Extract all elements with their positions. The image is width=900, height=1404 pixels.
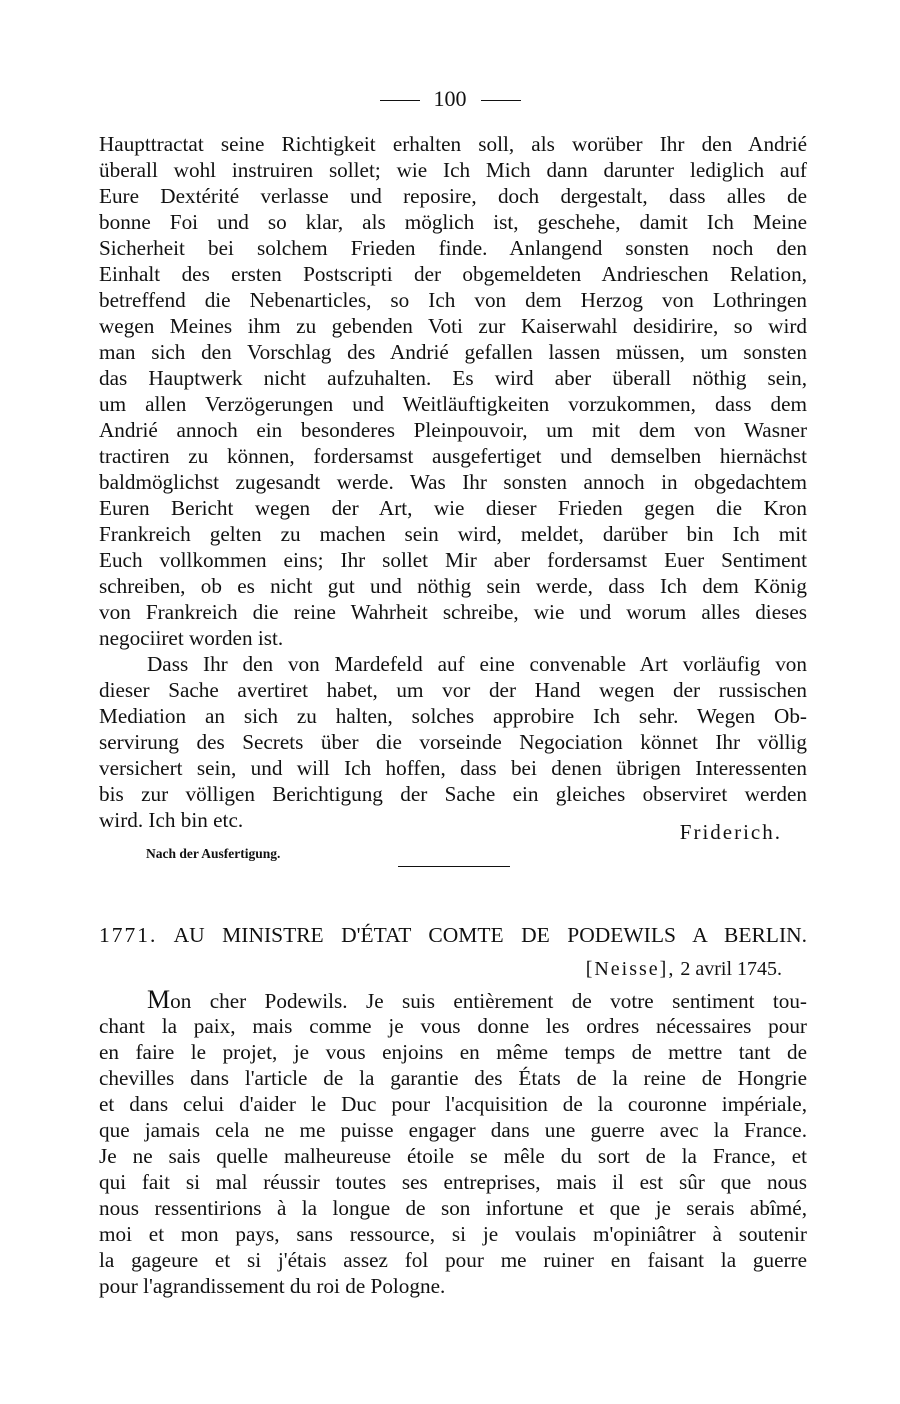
text-line: wegen Meines ihm zu gebenden Voti zur Kaiserwahl desidirire, so wird xyxy=(99,314,807,338)
text-line: schreiben, ob es nicht gut und nöthig sein werde, dass Ich dem König xyxy=(99,574,807,598)
letter-2-body xyxy=(99,987,807,1299)
text-line: bis zur völligen Berichtigung der Sache ein gleiches observiret werden xyxy=(99,782,807,806)
text-line: um allen Verzögerungen und Weitläuftigkeiten vorzukommen, dass dem xyxy=(99,392,807,416)
text-line: en faire le projet, je vous enjoins en même temps de mettre tant de xyxy=(99,1040,807,1064)
text-line: Frankreich gelten zu machen sein wird, meldet, darüber bin Ich mit xyxy=(99,522,807,546)
text-line: qui fait si mal réussir toutes ses entreprises, mais il est sûr que nous xyxy=(99,1170,807,1194)
date-place: [Neisse], xyxy=(585,958,676,980)
letter-1-body xyxy=(99,131,807,833)
section-divider xyxy=(398,866,510,867)
page-number: 100 xyxy=(433,86,467,111)
header-rule-right xyxy=(481,100,521,101)
text-line: chevilles dans l'article de la garantie des États de la reine de Hongrie xyxy=(99,1066,807,1090)
text-line: nous ressentirions à la longue de son infortune et que je serais abîmé, xyxy=(99,1196,807,1220)
header-rule-left xyxy=(380,100,420,101)
paragraph-1 xyxy=(99,131,807,651)
initial-capital: M xyxy=(147,985,171,1014)
text-line: Dass Ihr den von Mardefeld auf eine convenable Art vorläufig von xyxy=(147,652,807,676)
page-header xyxy=(0,86,900,112)
text-line: Euren Bericht wegen der Art, wie dieser Frieden gegen die Kron xyxy=(99,496,807,520)
first-line-text: on cher Podewils. Je suis entièrement de votre sentiment tou- xyxy=(170,989,807,1013)
text-line: baldmöglichst zugesandt werde. Was Ihr sonsten annoch in obgedachtem xyxy=(99,470,807,494)
letter-2-heading xyxy=(99,923,807,948)
text-line: Andrié annoch ein besonderes Pleinpouvoir, um mit dem von Wasner xyxy=(99,418,807,442)
text-line: Mediation an sich zu halten, solches approbire Ich sehr. Wegen Ob- xyxy=(99,704,807,728)
letter-number: 1771. xyxy=(99,923,158,947)
text-line: von Frankreich die reine Wahrheit schreibe, wie und worum alles dieses xyxy=(99,600,807,624)
text-line: Sicherheit bei solchem Frieden finde. Anlangend sonsten noch den xyxy=(99,236,807,260)
text-line: la gageure et si j'étais assez fol pour me ruiner en faisant la guerre xyxy=(99,1248,807,1272)
text-line: Euch vollkommen eins; Ihr sollet Mir aber fordersamst Euer Sentiment xyxy=(99,548,807,572)
text-line: das Hauptwerk nicht aufzuhalten. Es wird aber überall nöthig sein, xyxy=(99,366,807,390)
signature: Friderich. xyxy=(679,820,782,844)
text-line: dieser Sache avertiret habet, um vor der Hand wegen der russischen xyxy=(99,678,807,702)
text-line: Je ne sais quelle malheureuse étoile se mêle du sort de la France, et xyxy=(99,1144,807,1168)
text-line: wird. Ich bin etc. xyxy=(99,808,244,832)
text-line: que jamais cela ne me puisse engager dans une guerre avec la France. xyxy=(99,1118,807,1142)
text-line: chant la paix, mais comme je vous donne les ordres nécessaires pour xyxy=(99,1014,807,1038)
text-line: moi et mon pays, sans ressource, si je voulais m'opiniâtrer à soutenir xyxy=(99,1222,807,1246)
text-line: Einhalt des ersten Postscripti der obgemeldeten Andrieschen Relation, xyxy=(99,262,807,286)
text-line: bonne Foi und so klar, als möglich ist, geschehe, damit Ich Meine xyxy=(99,210,807,234)
text-line: Haupttractat seine Richtigkeit erhalten soll, als worüber Ihr den Andrié xyxy=(99,132,807,156)
text-line: Eure Dextérité verlasse und reposire, doch dergestalt, dass alles de xyxy=(99,184,807,208)
text-line: servirung des Secrets über die vorseinde Negociation könnet Ihr völlig xyxy=(99,730,807,754)
source-note: Nach der Ausfertigung. xyxy=(146,846,281,861)
paragraph-3 xyxy=(99,1013,807,1299)
text-line: überall wohl instruiren sollet; wie Ich Mich dann darunter lediglich auf xyxy=(99,158,807,182)
paragraph-2 xyxy=(99,651,807,833)
letter-title: AU MINISTRE D'ÉTAT COMTE DE PODEWILS A BERLIN. xyxy=(173,923,807,947)
text-line: man sich den Vorschlag des Andrié gefallen lassen müssen, um sonsten xyxy=(99,340,807,364)
date: 2 avril 1745. xyxy=(680,958,782,980)
text-line: et dans celui d'aider le Duc pour l'acquisition de la couronne impériale, xyxy=(99,1092,807,1116)
text-line: negociiret worden ist. xyxy=(99,626,284,650)
text-line: pour l'agrandissement du roi de Pologne. xyxy=(99,1274,446,1298)
text-line xyxy=(99,987,807,1013)
text-line: tractiren zu können, fordersamst ausgefertiget und demselben hiernächst xyxy=(99,444,807,468)
text-line: versichert sein, und will Ich hoffen, dass bei denen übrigen Interessenten xyxy=(99,756,807,780)
text-line: betreffend die Nebenarticles, so Ich von dem Herzog von Lothringen xyxy=(99,288,807,312)
dateline xyxy=(586,958,782,981)
